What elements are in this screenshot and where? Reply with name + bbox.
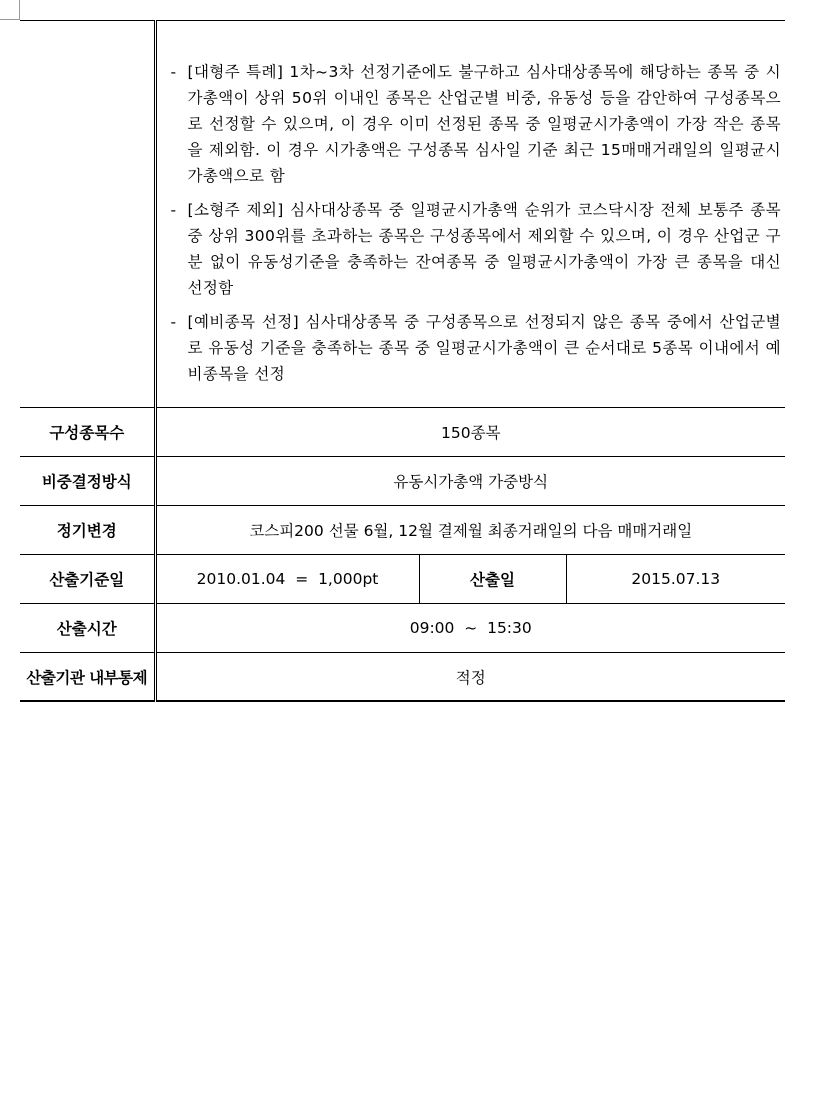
rebalance-value: 코스피200 선물 6월, 12월 결제월 최종거래일의 다음 매매거래일 [155, 506, 785, 555]
rule-bullet: - [170, 63, 177, 81]
rule-text: [대형주 특례] 1차~3차 선정기준에도 불구하고 심사대상종목에 해당하는 종목 중 시가총액이 상위 50위 이내인 종목은 산업군별 비중, 유동성 등을 감안하여 구성종목으로 선정할 수 있으며, 이 경우 이미 선정된 종목 중 일평균시가총액이 가장 작은 종목을 제외함. 이 경우 시가총액은 구성종목 심사일 기준 최근 15매매거래일의 일평균시가총액으로 함 [187, 63, 781, 185]
rule-text: [예비종목 선정] 심사대상종목 중 구성종목으로 선정되지 않은 종목 중에서 산업군별로 유동성 기준을 충족하는 종목 중 일평균시가총액이 큰 순서대로 5종목 이내에서 예비종목을 선정 [187, 313, 781, 383]
weighting-row [20, 457, 785, 506]
base-date-row [20, 555, 785, 604]
calc-start-label: 산출일 [419, 555, 566, 604]
calc-start-value: 2015.07.13 [566, 555, 785, 604]
rules-row [20, 21, 785, 408]
rebalance-row [20, 506, 785, 555]
constituents-value: 150종목 [155, 408, 785, 457]
rule-bullet: - [170, 201, 177, 219]
calc-time-label: 산출시간 [20, 604, 155, 653]
rule-bullet: - [170, 313, 177, 331]
internal-control-value: 적정 [155, 653, 785, 702]
base-date-value: 2010.01.04 = 1,000pt [155, 555, 419, 604]
constituents-row [20, 408, 785, 457]
rules-label-cell [20, 21, 155, 408]
internal-control-row [20, 653, 785, 702]
rule-text: [소형주 제외] 심사대상종목 중 일평균시가총액 순위가 코스닥시장 전체 보통주 종목 중 상위 300위를 초과하는 종목은 구성종목에서 제외할 수 있으며, 이 경우 산업군 구분 없이 유동성기준을 충족하는 잔여종목 중 일평균시가총액이 가장 큰 종목을 대신 선정함 [187, 201, 781, 297]
weighting-label: 비중결정방식 [20, 457, 155, 506]
constituents-label: 구성종목수 [20, 408, 155, 457]
rules-list [157, 33, 786, 387]
internal-control-label: 산출기관 내부통제 [20, 653, 155, 702]
index-spec-table [20, 20, 785, 702]
page-corner-mark [0, 0, 20, 20]
calc-time-row [20, 604, 785, 653]
calc-time-value: 09:00 ~ 15:30 [155, 604, 785, 653]
rules-content-cell [155, 21, 785, 408]
rule-item-small-cap [171, 197, 782, 301]
base-date-label: 산출기준일 [20, 555, 155, 604]
rebalance-label: 정기변경 [20, 506, 155, 555]
rule-item-large-cap [171, 59, 782, 189]
weighting-value: 유동시가총액 가중방식 [155, 457, 785, 506]
rule-item-reserve [171, 309, 782, 387]
